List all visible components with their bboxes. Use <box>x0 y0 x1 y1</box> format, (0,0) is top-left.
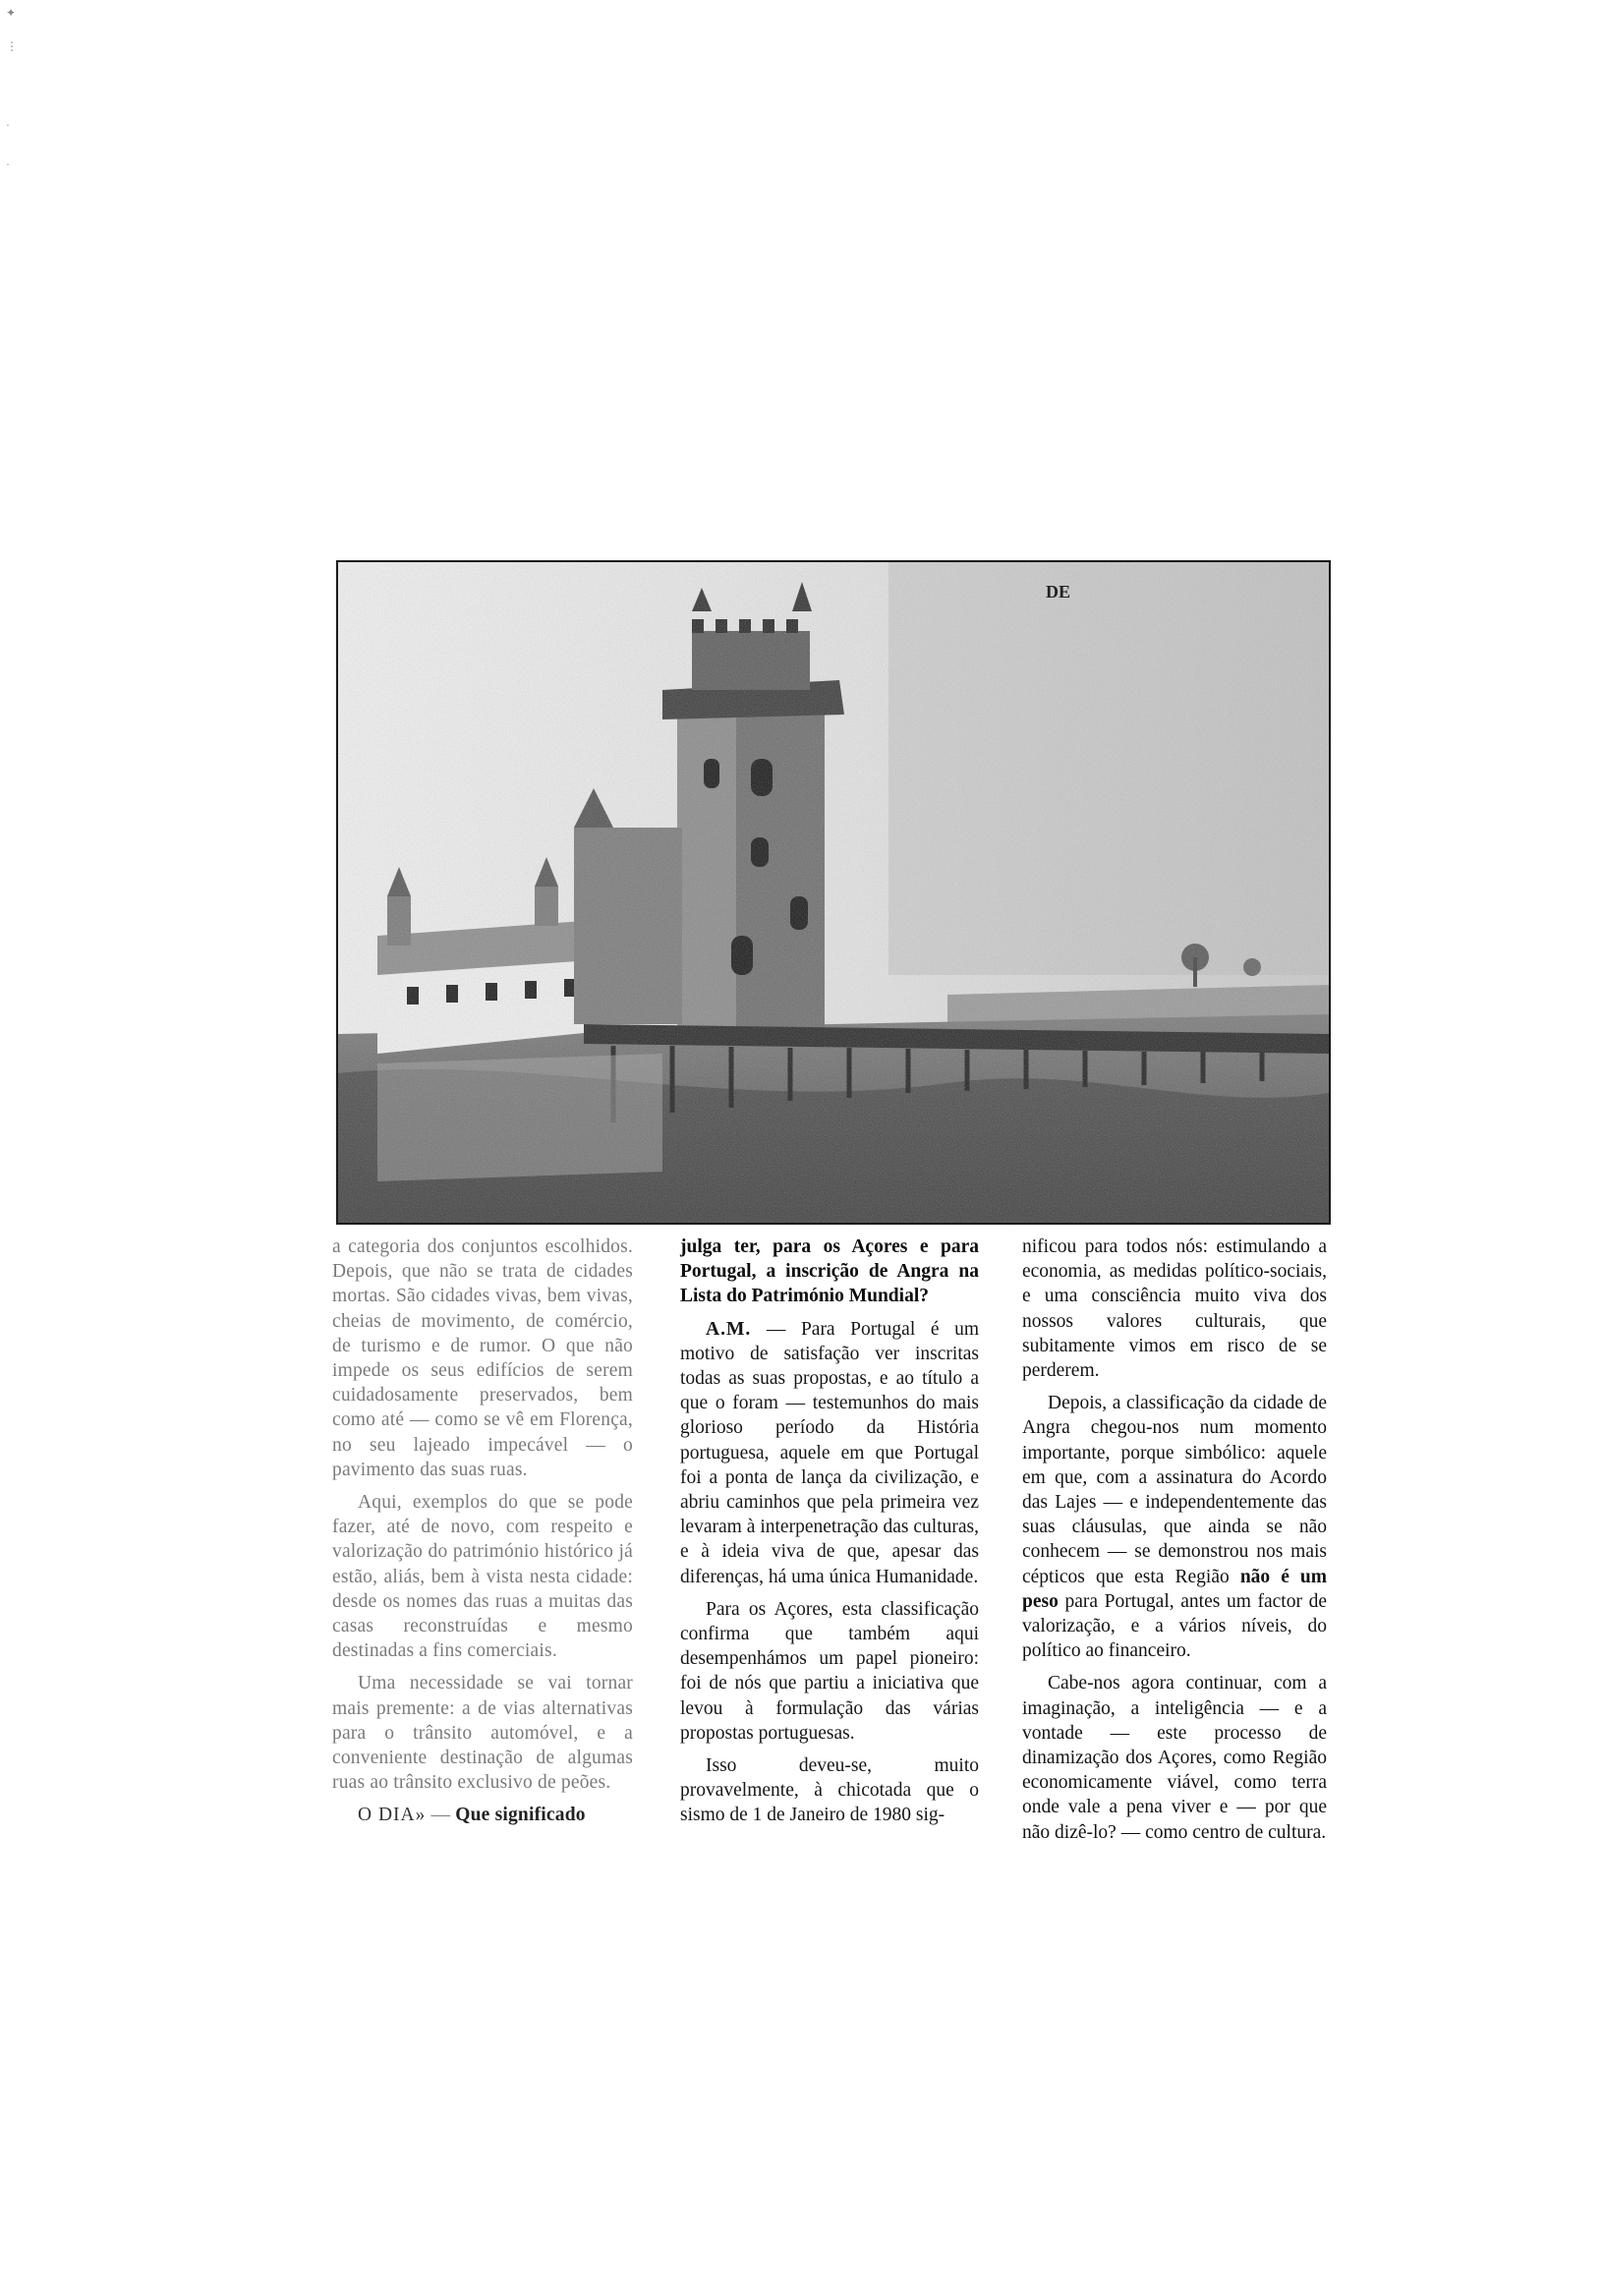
column-2 <box>680 1234 979 1836</box>
speaker-label: A.M. <box>706 1318 752 1340</box>
photo-mark: DE <box>1046 582 1071 602</box>
paragraph: Uma necessidade se vai tornar mais premente: a de vias alternativas para o trânsito automóvel, e a conveniente destinação de algumas ruas ao trânsito exclusivo de peões. <box>332 1673 633 1794</box>
paragraph <box>1022 1391 1327 1663</box>
paragraph: Isso deveu-se, muito provavelmente, à chicotada que o sismo de 1 de Janeiro de 1980 sig- <box>680 1755 979 1826</box>
paragraph: nificou para todos nós: estimulando a economia, as medidas político-sociais, e uma consciência muito viva dos nossos valores culturais, que subitamente vimos em risco de se perderem. <box>1022 1236 1327 1382</box>
scan-mark: · <box>6 118 10 132</box>
paragraph-text: para Portugal, antes um factor de valorização, e a vários níveis, do político ao financeiro. <box>1022 1590 1327 1662</box>
interview-question: julga ter, para os Açores e para Portugal, a inscrição de Angra na Lista do Património Mundial? <box>680 1236 979 1307</box>
tower-image <box>338 562 1329 1223</box>
column-1 <box>332 1234 633 1836</box>
paragraph: Cabe-nos agora continuar, com a imaginação, a inteligência — e a vontade — este processo de dinamização dos Açores, como Região economicamente viável, como terra onde vale a pena viver e — por que não dizê-lo? — como centro de cultura. <box>1022 1673 1327 1843</box>
emphasis-text: não é um peso <box>1022 1566 1328 1612</box>
paragraph: Aqui, exemplos do que se pode fazer, até de novo, com respeito e valorização do património histórico já estão, aliás, bem à vista nesta cidade: desde os nomes das ruas a muitas das casas reconstruídas e mesmo destinadas a fins comerciais. <box>332 1492 633 1662</box>
question-lead <box>332 1803 633 1827</box>
photo-grain <box>338 562 1329 1223</box>
paragraph <box>680 1317 979 1589</box>
paragraph-text: Depois, a classificação da cidade de Angra chegou-nos num momento importante, porque simbólico: aquele em que, com a assinatura do Acordo das Lajes — e independentemente das suas cláusulas, que ainda se não conhecem — se demonstrou nos mais cépticos que esta Região <box>1022 1393 1327 1587</box>
scan-mark: · <box>6 157 10 171</box>
column-3 <box>1022 1234 1327 1853</box>
paragraph: a categoria dos conjuntos escolhidos. Depois, que não se trata de cidades mortas. São cidades vivas, bem vivas, cheias de movimento, de comércio, de turismo e de rumor. O que não impede os seus edifícios de serem cuidadosamente preservados, bem como até — como se vê em Florença, no seu lajeado impecável — o pavimento das suas ruas. <box>332 1236 633 1480</box>
answer-text: Para Portugal é um motivo de satisfação ver inscritas todas as suas propostas, e ao título a que o foram — testemunhos do mais glorioso período da História portuguesa, aquele em que Portugal foi a ponta de lança da civilização, e abriu caminhos que pela primeira vez levaram à interpenetração das culturas, e à ideia viva de que, apesar das diferenças, há uma única Humanidade. <box>680 1318 980 1587</box>
scan-mark: ✦ <box>6 6 17 20</box>
paragraph: Para os Açores, esta classificação confirma que também aqui desempenhámos um papel pioneiro: foi de nós que partiu a iniciativa que levou à formulação das várias propostas portuguesas. <box>680 1598 979 1744</box>
dash: — <box>751 1318 801 1340</box>
tower-photo <box>336 560 1331 1225</box>
question-start: Que significado <box>455 1805 586 1826</box>
scan-mark: ⋮ <box>6 39 18 53</box>
dash: — <box>426 1805 456 1826</box>
speaker-label: O DIA» <box>358 1805 427 1826</box>
